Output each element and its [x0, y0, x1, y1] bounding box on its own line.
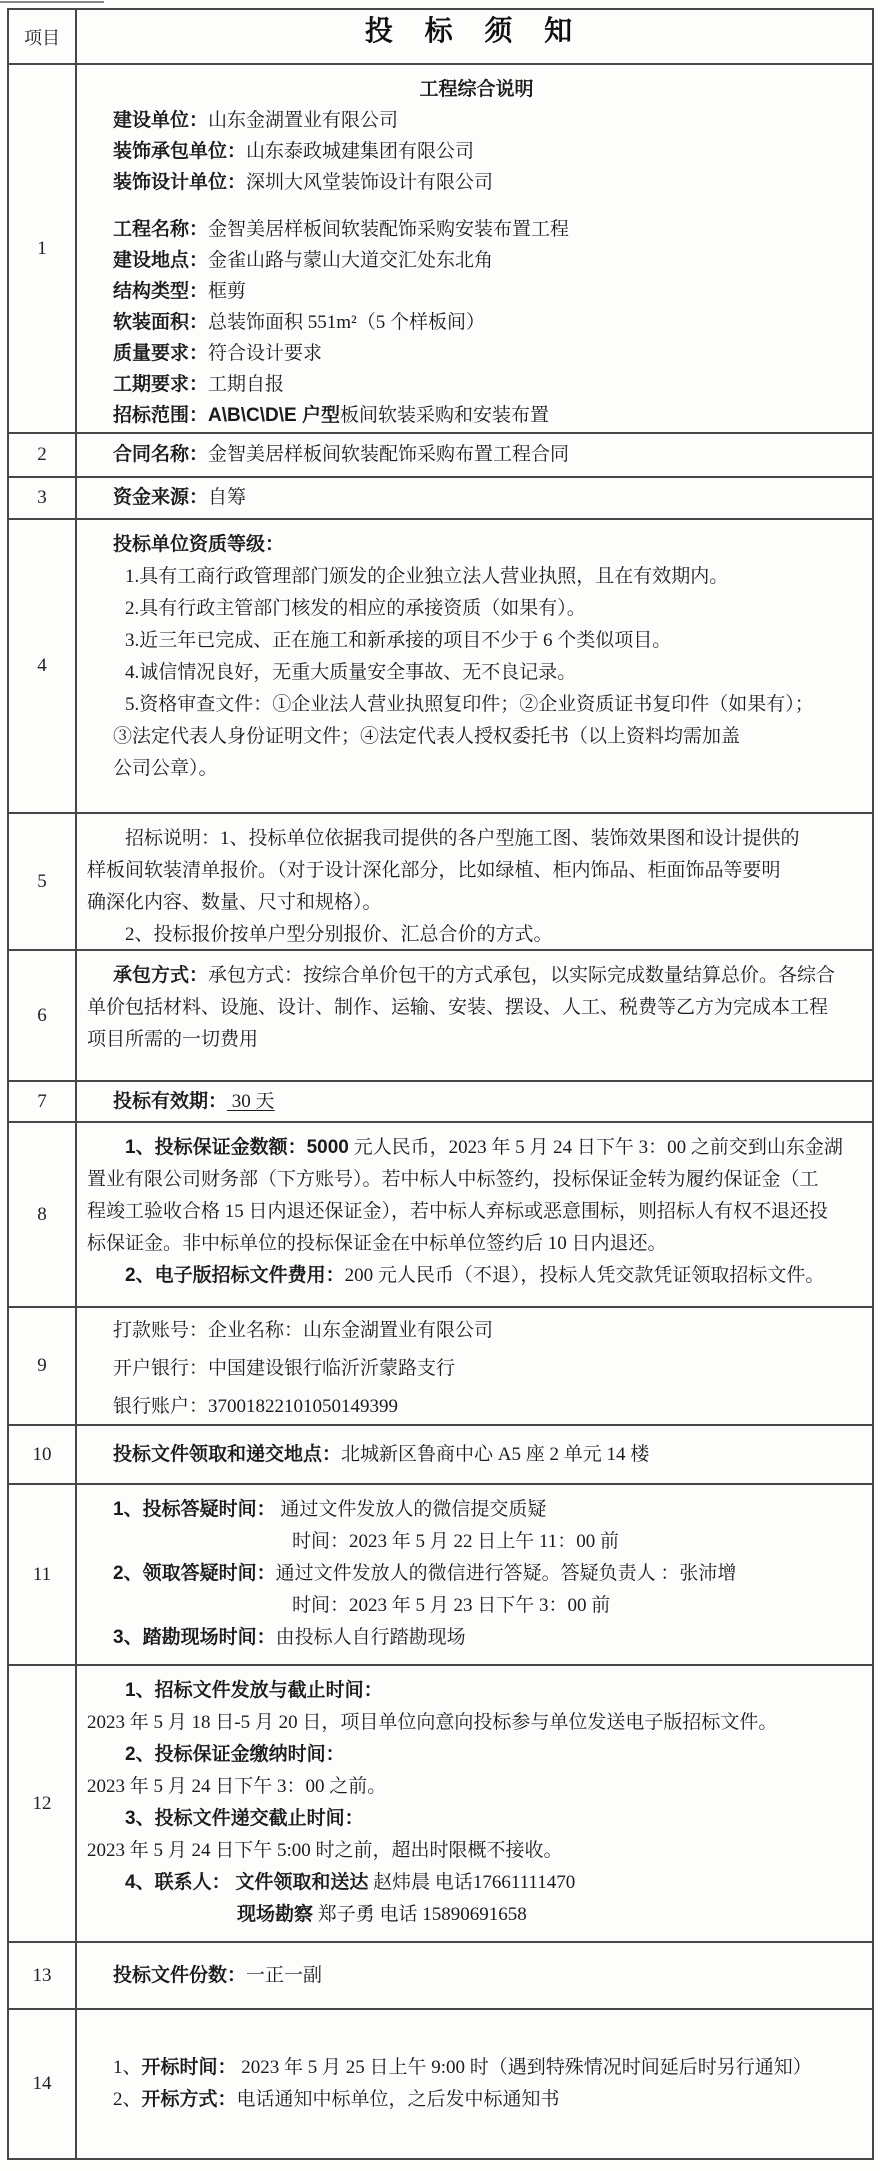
value-text: 2、投标报价按单户型分别报价、汇总合价的方式。 [125, 924, 553, 945]
text-line [87, 1590, 866, 1622]
label-text: 开标时间： [141, 2057, 237, 2078]
text-line [87, 992, 866, 1024]
table-row [9, 1666, 872, 1943]
value-text: 深圳大风堂装饰设计有限公司 [246, 172, 494, 193]
value-text: 时间：2023 年 5 月 23 日下午 3：00 前 [292, 1595, 611, 1616]
label-text: 结构类型： [113, 281, 209, 302]
text-line [87, 1707, 866, 1739]
label-text: 4、联系人： [125, 1872, 231, 1893]
text-line [87, 1132, 866, 1164]
value-text: 电话通知中标单位，之后发中标通知书 [236, 2089, 560, 2110]
label-text: 承包方式： [113, 965, 209, 986]
label-text: 3、踏勘现场时间： [113, 1627, 276, 1648]
row-number: 11 [9, 1485, 77, 1664]
text-line [87, 1439, 866, 1471]
table-row [9, 1485, 872, 1666]
text-line [87, 657, 866, 689]
text-line [87, 1526, 866, 1558]
text-line [87, 753, 866, 785]
value-text: 通过文件发放人的微信提交质疑 [275, 1499, 547, 1520]
text-line [87, 887, 866, 919]
value-text: 元人民币，2023 年 5 月 24 日下午 3：00 之前交到山东金湖 [348, 1137, 843, 1158]
label-text: 1、投标答疑时间： [113, 1499, 276, 1520]
label-text: 合同名称： [113, 444, 209, 465]
label-text: 建设单位： [113, 110, 209, 131]
label-text: 投标文件领取和递交地点： [113, 1443, 342, 1465]
value-text: 1、 [113, 2057, 142, 2078]
value-text: 金智美居样板间软装配饰采购布置工程合同 [208, 444, 570, 465]
table-header-row [9, 10, 872, 65]
value-text: 4.诚信情况良好，无重大质量安全事故、无不良记录。 [125, 662, 577, 683]
value-text: 2、 [113, 2089, 142, 2110]
row-number: 8 [9, 1123, 77, 1306]
value-text: 置业有限公司财务部（下方账号）。若中标人中标签约，投标保证金转为履约保证金（工 [87, 1169, 819, 1190]
text-line [87, 593, 866, 625]
text-line [87, 561, 866, 593]
text-line [87, 1196, 866, 1228]
spacer-line [87, 198, 866, 214]
label-text: 招标范围：A\B\C\D\E 户型 [113, 405, 340, 426]
label-text: 软装面积： [113, 312, 209, 333]
text-line [87, 1867, 866, 1899]
value-text: 2023 年 5 月 18 日-5 月 20 日，项目单位向意向投标参与单位发送电子版招标文件。 [87, 1712, 778, 1733]
text-line [87, 1494, 866, 1526]
label-text: 投标文件份数： [113, 1964, 247, 1986]
value-text: 由投标人自行踏勘现场 [275, 1627, 466, 1648]
table-row [9, 1943, 872, 2010]
table-row [9, 1426, 872, 1485]
value-text: 200 元人民币（不退），投标人凭交款凭证领取招标文件。 [344, 1265, 825, 1286]
text-line [87, 1164, 866, 1196]
row-content [77, 1666, 872, 1941]
text-line [87, 625, 866, 657]
text-line [87, 482, 866, 514]
value-text: 公司公章）。 [113, 758, 218, 779]
label-text: 开标方式： [141, 2089, 237, 2110]
label-text: 文件领取和送达 [235, 1872, 369, 1893]
row-content [77, 65, 872, 432]
value-text: 金雀山路与蒙山大道交汇处东北角 [208, 250, 494, 271]
label-text: 1、投标保证金数额： [125, 1137, 307, 1158]
text-line [87, 1558, 866, 1590]
text-line [87, 1675, 866, 1707]
text-line [87, 1312, 866, 1350]
value-text: 确深化内容、数量、尺寸和规格）。 [87, 892, 382, 913]
value-text: 山东金湖置业有限公司 [208, 110, 399, 131]
row-content [77, 520, 872, 812]
table-row [9, 1123, 872, 1308]
text-line [87, 1622, 866, 1654]
text-line [87, 1024, 866, 1056]
text-line [87, 1960, 866, 1992]
row-number: 14 [9, 2010, 77, 2158]
row-content [77, 814, 872, 949]
value-text: 自筹 [208, 487, 247, 508]
row-content [77, 1308, 872, 1424]
row-number: 4 [9, 520, 77, 812]
text-line [87, 1086, 866, 1118]
text-line [87, 1388, 866, 1424]
value-text: 开户银行：中国建设银行临沂沂蒙路支行 [113, 1358, 456, 1379]
label-text: 5000 [306, 1137, 349, 1158]
item-column-header: 项目 [9, 10, 77, 63]
text-line [87, 338, 866, 369]
text-line [87, 1350, 866, 1388]
label-text: 装饰承包单位： [113, 141, 247, 162]
table-row [9, 520, 872, 814]
label-text: 现场勘察 [237, 1904, 314, 1925]
value-text: 1.具有工商行政管理部门颁发的企业独立法人营业执照，且在有效期内。 [125, 566, 729, 587]
text-line [87, 307, 866, 338]
text-line [87, 276, 866, 307]
row-content [77, 1943, 872, 2008]
value-text: 承包方式：按综合单价包干的方式承包，以实际完成数量结算总价。各综合 [208, 965, 836, 986]
row-number: 12 [9, 1666, 77, 1941]
value-text: 2023 年 5 月 24 日下午 5:00 时之前，超出时限概不接收。 [87, 1840, 563, 1861]
table-row [9, 434, 872, 478]
value-text: 框剪 [208, 281, 247, 302]
text-line [87, 529, 866, 561]
row-content [77, 1082, 872, 1121]
value-text: 银行账户：37001822101050149399 [113, 1396, 399, 1417]
text-line [87, 1228, 866, 1260]
text-line [87, 74, 866, 105]
row-content [77, 478, 872, 518]
value-text: 5.资格审查文件：①企业法人营业执照复印件；②企业资质证书复印件（如果有）； [125, 694, 814, 715]
text-line [87, 167, 866, 198]
bid-notice-table [7, 8, 874, 2160]
table-row [9, 814, 872, 951]
row-number: 2 [9, 434, 77, 476]
label-text: 装饰设计单位： [113, 172, 247, 193]
table-row [9, 951, 872, 1082]
label-text: 工程名称： [113, 219, 209, 240]
row-number: 6 [9, 951, 77, 1080]
text-line [87, 919, 866, 949]
text-line [87, 214, 866, 245]
row-number: 1 [9, 65, 77, 432]
value-text: 程竣工验收合格 15 日内退还保证金），若中标人弃标或恶意围标，则招标人有权不退还投 [87, 1201, 829, 1222]
label-text: 2、领取答疑时间： [113, 1563, 276, 1584]
value-text: 山东泰政城建集团有限公司 [246, 141, 475, 162]
value-text: 打款账号：企业名称：山东金湖置业有限公司 [113, 1320, 494, 1341]
table-row [9, 1308, 872, 1426]
value-text: 赵炜晨 电话17661111470 [368, 1872, 576, 1893]
text-line [87, 855, 866, 887]
value-text: 30 天 [227, 1090, 275, 1112]
table-row [9, 65, 872, 434]
label-text: 2、电子版招标文件费用： [125, 1265, 345, 1286]
label-text: 2、投标保证金缴纳时间： [125, 1744, 345, 1765]
title-cell [77, 10, 872, 63]
value-text: 总装饰面积 551m²（5 个样板间） [208, 312, 485, 333]
label-text: 投标有效期： [113, 1090, 228, 1112]
text-line [87, 1771, 866, 1803]
value-text: 板间软装采购和安装布置 [339, 405, 549, 426]
row-content [77, 2010, 872, 2158]
row-number: 9 [9, 1308, 77, 1424]
label-text: 投标单位资质等级： [113, 534, 285, 555]
value-text: 2023 年 5 月 25 日上午 9:00 时（遇到特殊情况时间延后时另行通知） [236, 2057, 812, 2078]
text-line [87, 105, 866, 136]
row-content [77, 434, 872, 476]
text-line [87, 1739, 866, 1771]
scan-artifact-line [0, 1, 104, 3]
row-content [77, 951, 872, 1080]
table-row [9, 478, 872, 520]
text-line [87, 400, 866, 431]
row-content [77, 1426, 872, 1483]
value-text: 郑子勇 电话 15890691658 [313, 1904, 527, 1925]
text-line [87, 439, 866, 471]
label-text: 质量要求： [113, 343, 209, 364]
value-text: 样板间软装清单报价。（对于设计深化部分，比如绿植、柜内饰品、柜面饰品等要明 [87, 860, 781, 881]
value-text: 2.具有行政主管部门核发的相应的承接资质（如果有）。 [125, 598, 586, 619]
text-line [87, 1835, 866, 1867]
row-content [77, 1485, 872, 1664]
value-text: 通过文件发放人的微信进行答疑。答疑负责人 ：张沛增 [275, 1563, 737, 1584]
row-number: 7 [9, 1082, 77, 1121]
text-line [87, 136, 866, 167]
value-text: 2023 年 5 月 24 日下午 3：00 之前。 [87, 1776, 387, 1797]
table-row [9, 1082, 872, 1123]
text-line [87, 2052, 866, 2084]
text-line [87, 823, 866, 855]
row-content [77, 1123, 872, 1306]
value-text: 3.近三年已完成、正在施工和新承接的项目不少于 6 个类似项目。 [125, 630, 672, 651]
row-number: 3 [9, 478, 77, 518]
value-text: 时间：2023 年 5 月 22 日上午 11：00 前 [292, 1531, 620, 1552]
page-title: 投 标 须 知 [364, 15, 585, 46]
label-text: 工期要求： [113, 374, 209, 395]
value-text: 招标说明：1、投标单位依据我司提供的各户型施工图、装饰效果图和设计提供的 [125, 828, 800, 849]
value-text: 符合设计要求 [208, 343, 323, 364]
text-line [87, 2084, 866, 2116]
text-line [87, 245, 866, 276]
text-line [87, 1803, 866, 1835]
text-line [87, 369, 866, 400]
label-text: 1、招标文件发放与截止时间： [125, 1680, 383, 1701]
value-text: 金智美居样板间软装配饰采购安装布置工程 [208, 219, 570, 240]
value-text: 一正一副 [246, 1964, 323, 1986]
text-line [87, 1899, 866, 1931]
label-text: 工程综合说明 [419, 79, 534, 100]
text-line [87, 721, 866, 753]
row-number: 5 [9, 814, 77, 949]
label-text: 建设地点： [113, 250, 209, 271]
label-text: 3、投标文件递交截止时间： [125, 1808, 364, 1829]
value-text: 北城新区鲁商中心 A5 座 2 单元 14 楼 [341, 1443, 650, 1465]
text-line [87, 1260, 866, 1292]
value-text: 工期自报 [208, 374, 285, 395]
table-row [9, 2010, 872, 2158]
row-number: 13 [9, 1943, 77, 2008]
value-text: 项目所需的一切费用 [87, 1029, 259, 1050]
text-line [87, 689, 866, 721]
value-text: 单价包括材料、设施、设计、制作、运输、安装、摆设、人工、税费等乙方为完成本工程 [87, 997, 829, 1018]
row-number: 10 [9, 1426, 77, 1483]
text-line [87, 960, 866, 992]
value-text: 标保证金。非中标单位的投标保证金在中标单位签约后 10 日内退还。 [87, 1233, 667, 1254]
label-text: 资金来源： [113, 487, 209, 508]
value-text: ③法定代表人身份证明文件；④法定代表人授权委托书（以上资料均需加盖 [113, 726, 741, 747]
